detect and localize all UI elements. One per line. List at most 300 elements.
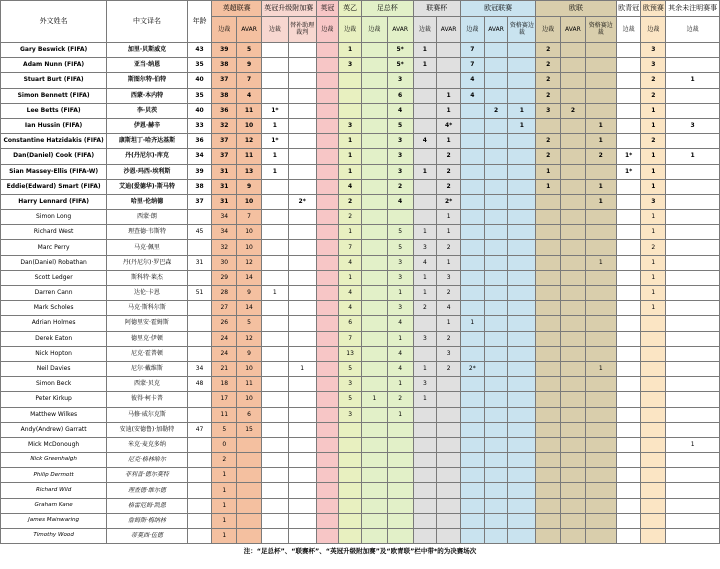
stat-cell <box>484 286 508 301</box>
stat-cell: 1* <box>616 149 641 164</box>
stat-cell <box>616 346 641 361</box>
stat-cell: 18 <box>212 377 237 392</box>
stat-cell: 21 <box>212 361 237 376</box>
stat-cell <box>585 422 616 437</box>
stat-cell <box>641 392 666 407</box>
stat-cell <box>536 513 561 528</box>
stat-cell <box>508 301 536 316</box>
stat-cell <box>561 453 586 468</box>
referee-age <box>187 437 212 452</box>
stat-cell: 31 <box>212 179 237 194</box>
stat-cell <box>437 498 461 513</box>
stat-cell: 4 <box>387 316 413 331</box>
header-euro-qualifiers: 欧预赛 <box>641 1 666 17</box>
stat-cell: 27 <box>212 301 237 316</box>
stat-cell: 1 <box>288 361 316 376</box>
stat-cell: 6 <box>237 407 262 422</box>
referee-chinese-name: 马克·斯科尔斯 <box>107 301 187 316</box>
stat-cell: 1 <box>437 103 461 118</box>
stat-cell <box>460 134 484 149</box>
table-row <box>1 270 720 285</box>
stat-cell: 1 <box>413 43 437 58</box>
stat-cell <box>616 392 641 407</box>
stat-cell <box>666 498 720 513</box>
stat-cell: 3 <box>387 255 413 270</box>
stat-cell <box>484 377 508 392</box>
stat-cell: 2 <box>536 73 561 88</box>
stat-cell <box>361 437 387 452</box>
stat-cell: 1 <box>585 194 616 209</box>
stat-cell: 1 <box>387 407 413 422</box>
stat-cell <box>536 118 561 133</box>
stat-cell: 37 <box>212 73 237 88</box>
stat-cell: 10 <box>237 225 262 240</box>
stat-cell <box>508 225 536 240</box>
stat-cell: 12 <box>237 134 262 149</box>
stat-cell: 1* <box>616 164 641 179</box>
stat-cell: 10 <box>237 194 262 209</box>
stat-cell <box>616 316 641 331</box>
stat-cell: 11 <box>237 149 262 164</box>
header-championship-playoff: 英冠升级附加赛 <box>261 1 316 17</box>
stat-cell: 2 <box>437 164 461 179</box>
header-foreign-name: 外文姓名 <box>1 1 107 43</box>
table-row <box>1 498 720 513</box>
stat-cell: 14 <box>237 270 262 285</box>
stat-cell: 31 <box>212 164 237 179</box>
stat-cell <box>460 346 484 361</box>
stat-cell <box>288 422 316 437</box>
stat-cell <box>460 483 484 498</box>
stat-cell: 2 <box>536 149 561 164</box>
stat-cell <box>585 103 616 118</box>
stat-cell <box>316 422 339 437</box>
stat-cell <box>585 88 616 103</box>
stat-cell <box>641 483 666 498</box>
referee-name: Derek Eaton <box>1 331 107 346</box>
stat-cell <box>361 377 387 392</box>
stat-cell <box>288 483 316 498</box>
stat-cell <box>288 134 316 149</box>
stat-cell <box>536 210 561 225</box>
stat-cell <box>641 529 666 544</box>
stat-cell <box>666 453 720 468</box>
stat-cell: 3 <box>437 270 461 285</box>
stat-cell <box>361 453 387 468</box>
stat-cell <box>616 286 641 301</box>
stat-cell: 4 <box>413 255 437 270</box>
stat-cell <box>585 73 616 88</box>
referee-chinese-name: 丹(丹尼尔)·罗巴森 <box>107 255 187 270</box>
stat-cell <box>561 392 586 407</box>
sub-cs-ref: 边裁 <box>261 17 288 43</box>
stat-cell: 1 <box>413 164 437 179</box>
table-row <box>1 43 720 58</box>
stat-cell <box>261 331 288 346</box>
referee-age: 48 <box>187 377 212 392</box>
stat-cell <box>460 270 484 285</box>
stat-cell <box>316 301 339 316</box>
referee-name: Simon Beck <box>1 377 107 392</box>
stat-cell: 34 <box>212 225 237 240</box>
stat-cell: 2 <box>437 331 461 346</box>
stat-cell <box>361 179 387 194</box>
stat-cell: 2 <box>339 210 362 225</box>
sub-sc-ref: 边裁 <box>616 17 641 43</box>
stat-cell: 3 <box>413 240 437 255</box>
stat-cell <box>508 498 536 513</box>
stat-cell: 1 <box>641 118 666 133</box>
stat-cell: 4 <box>387 346 413 361</box>
stat-cell <box>361 134 387 149</box>
stat-cell: 1 <box>387 286 413 301</box>
stat-cell: 5 <box>237 316 262 331</box>
stat-cell: 4 <box>387 194 413 209</box>
stat-cell <box>666 210 720 225</box>
stat-cell <box>460 149 484 164</box>
stat-cell: 10 <box>237 118 262 133</box>
stat-cell <box>261 301 288 316</box>
sub-uel-qual: 资格赛边裁 <box>585 17 616 43</box>
stat-cell <box>484 331 508 346</box>
stat-cell: 34 <box>212 210 237 225</box>
stat-cell <box>460 103 484 118</box>
stat-cell: 2 <box>536 43 561 58</box>
stat-cell <box>437 58 461 73</box>
stat-cell: 4 <box>413 134 437 149</box>
stat-cell <box>508 43 536 58</box>
header-chinese-name: 中文译名 <box>107 1 187 43</box>
stat-cell: 1 <box>460 316 484 331</box>
stat-cell <box>361 422 387 437</box>
stat-cell <box>361 58 387 73</box>
referee-name: Richard West <box>1 225 107 240</box>
stat-cell <box>616 240 641 255</box>
stat-cell: 3 <box>387 73 413 88</box>
stat-cell <box>616 453 641 468</box>
referee-chinese-name: 安迪(安德鲁)·加勒特 <box>107 422 187 437</box>
stat-cell <box>616 483 641 498</box>
stat-cell: 9 <box>237 286 262 301</box>
stat-cell <box>508 134 536 149</box>
stat-cell: 1 <box>641 149 666 164</box>
referee-name: Stuart Burt (FIFA) <box>1 73 107 88</box>
stat-cell: 1 <box>413 392 437 407</box>
stat-cell <box>437 468 461 483</box>
stat-cell <box>316 43 339 58</box>
stat-cell <box>316 164 339 179</box>
stat-cell <box>361 194 387 209</box>
stat-cell <box>339 453 362 468</box>
referee-name: Gary Beswick (FIFA) <box>1 43 107 58</box>
stat-cell <box>616 73 641 88</box>
stat-cell: 2 <box>437 361 461 376</box>
stat-cell <box>616 58 641 73</box>
stat-cell <box>361 286 387 301</box>
referee-age <box>187 346 212 361</box>
stat-cell <box>261 513 288 528</box>
stat-cell <box>616 255 641 270</box>
table-row <box>1 437 720 452</box>
referee-chinese-name: 理查德·维尔德 <box>107 483 187 498</box>
stat-cell <box>288 255 316 270</box>
stat-cell: 15 <box>237 422 262 437</box>
stat-cell <box>561 164 586 179</box>
table-row <box>1 422 720 437</box>
stat-cell <box>666 422 720 437</box>
stat-cell: 1 <box>413 361 437 376</box>
stat-cell <box>237 437 262 452</box>
stat-cell: 1 <box>339 270 362 285</box>
stat-cell: 3 <box>387 149 413 164</box>
stat-cell <box>484 468 508 483</box>
stat-cell: 37 <box>212 134 237 149</box>
stat-cell <box>484 164 508 179</box>
stat-cell <box>361 483 387 498</box>
stat-cell <box>387 437 413 452</box>
stat-cell <box>585 407 616 422</box>
stat-cell <box>288 437 316 452</box>
stat-cell <box>666 134 720 149</box>
table-body <box>1 43 720 544</box>
stat-cell <box>561 149 586 164</box>
stat-cell <box>316 361 339 376</box>
stat-cell <box>316 316 339 331</box>
stat-cell <box>508 513 536 528</box>
stat-cell <box>666 529 720 544</box>
stat-cell <box>361 210 387 225</box>
stat-cell <box>413 468 437 483</box>
stat-cell <box>641 331 666 346</box>
referee-age <box>187 392 212 407</box>
stat-cell: 2 <box>339 194 362 209</box>
stat-cell <box>561 468 586 483</box>
stat-cell <box>413 149 437 164</box>
stat-cell <box>585 513 616 528</box>
stat-cell <box>666 240 720 255</box>
stat-cell: 1 <box>387 377 413 392</box>
stat-cell <box>561 58 586 73</box>
stat-cell <box>484 483 508 498</box>
stat-cell: 3 <box>387 270 413 285</box>
stat-cell: 1 <box>212 529 237 544</box>
referee-age <box>187 483 212 498</box>
referee-name: Scott Ledger <box>1 270 107 285</box>
referee-chinese-name: 斯科特·莱杰 <box>107 270 187 285</box>
stat-cell <box>413 437 437 452</box>
referee-name: Marc Perry <box>1 240 107 255</box>
stat-cell <box>508 392 536 407</box>
stat-cell: 1 <box>437 225 461 240</box>
stat-cell <box>413 103 437 118</box>
stat-cell <box>616 407 641 422</box>
stat-cell <box>484 134 508 149</box>
stat-cell <box>484 453 508 468</box>
stat-cell <box>484 407 508 422</box>
stat-cell: 1 <box>413 286 437 301</box>
stat-cell <box>561 316 586 331</box>
sub-ucl-avar: AVAR <box>484 17 508 43</box>
table-row <box>1 513 720 528</box>
table-row <box>1 361 720 376</box>
stat-cell <box>288 118 316 133</box>
stat-cell: 7 <box>237 210 262 225</box>
stat-cell <box>585 210 616 225</box>
stat-cell <box>437 437 461 452</box>
stat-cell <box>387 483 413 498</box>
stat-cell: 36 <box>212 103 237 118</box>
stat-cell <box>561 331 586 346</box>
stat-cell <box>261 529 288 544</box>
referee-age: 43 <box>187 43 212 58</box>
stat-cell <box>616 210 641 225</box>
stat-cell: 14 <box>237 301 262 316</box>
sub-uel-ref: 边裁 <box>536 17 561 43</box>
stat-cell <box>460 392 484 407</box>
stat-cell: 7 <box>237 73 262 88</box>
stat-cell: 1 <box>339 164 362 179</box>
stat-cell <box>460 468 484 483</box>
stat-cell: 7 <box>339 331 362 346</box>
referee-age <box>187 240 212 255</box>
stat-cell <box>508 286 536 301</box>
stat-cell: 32 <box>212 240 237 255</box>
table-row <box>1 346 720 361</box>
stat-cell <box>666 286 720 301</box>
stat-cell <box>413 118 437 133</box>
referee-name: James Mainwaring <box>1 513 107 528</box>
stat-cell <box>413 529 437 544</box>
stat-cell <box>536 483 561 498</box>
referee-age: 38 <box>187 179 212 194</box>
stat-cell: 4* <box>437 118 461 133</box>
stat-cell: 13 <box>339 346 362 361</box>
stat-cell <box>460 377 484 392</box>
stat-cell: 10 <box>237 392 262 407</box>
stat-cell <box>237 529 262 544</box>
stat-cell: 11 <box>212 407 237 422</box>
table-row <box>1 88 720 103</box>
stat-cell <box>316 118 339 133</box>
stat-cell <box>261 225 288 240</box>
stat-cell <box>666 225 720 240</box>
stat-cell <box>508 468 536 483</box>
stat-cell <box>413 407 437 422</box>
stat-cell: 4 <box>339 301 362 316</box>
stat-cell <box>508 453 536 468</box>
referee-chinese-name: 蒂莫西·伍德 <box>107 529 187 544</box>
stat-cell: 1 <box>641 210 666 225</box>
stat-cell <box>460 301 484 316</box>
stat-cell <box>316 392 339 407</box>
stat-cell <box>460 118 484 133</box>
stat-cell <box>237 498 262 513</box>
stat-cell <box>585 331 616 346</box>
stat-cell <box>585 270 616 285</box>
stat-cell: 13 <box>237 164 262 179</box>
stat-cell <box>666 179 720 194</box>
stat-cell <box>288 392 316 407</box>
referee-chinese-name: 马修·威尔克斯 <box>107 407 187 422</box>
stat-cell <box>288 225 316 240</box>
stat-cell <box>561 346 586 361</box>
stat-cell: 2 <box>585 149 616 164</box>
stat-cell <box>508 58 536 73</box>
stat-cell: 1 <box>585 179 616 194</box>
referee-age <box>187 316 212 331</box>
stat-cell <box>561 240 586 255</box>
stat-cell <box>561 118 586 133</box>
stat-cell <box>616 422 641 437</box>
stat-cell <box>361 407 387 422</box>
stat-cell: 29 <box>212 270 237 285</box>
stat-cell: 5 <box>387 225 413 240</box>
stat-cell: 1 <box>437 316 461 331</box>
stat-cell <box>666 301 720 316</box>
stat-cell <box>561 88 586 103</box>
stat-cell: 4 <box>460 73 484 88</box>
stat-cell <box>361 240 387 255</box>
table-row <box>1 453 720 468</box>
stat-cell: 3 <box>339 118 362 133</box>
stat-cell <box>484 88 508 103</box>
stat-cell <box>288 529 316 544</box>
stat-cell <box>585 286 616 301</box>
stat-cell <box>288 377 316 392</box>
stat-cell: 3 <box>641 194 666 209</box>
referee-age: 40 <box>187 103 212 118</box>
stat-cell <box>585 392 616 407</box>
stat-cell: 1 <box>261 164 288 179</box>
stat-cell <box>616 118 641 133</box>
table-row <box>1 179 720 194</box>
referee-name: Simon Long <box>1 210 107 225</box>
stat-cell <box>413 73 437 88</box>
stat-cell <box>616 529 641 544</box>
stat-cell: 30 <box>212 255 237 270</box>
stat-cell <box>437 392 461 407</box>
referee-age: 36 <box>187 134 212 149</box>
stat-cell <box>508 483 536 498</box>
stat-cell: 1 <box>585 118 616 133</box>
stat-cell <box>387 529 413 544</box>
stat-cell: 1* <box>261 134 288 149</box>
stat-cell <box>561 270 586 285</box>
stat-cell <box>508 164 536 179</box>
stat-cell <box>561 422 586 437</box>
stat-cell <box>484 210 508 225</box>
referee-name: Adam Nunn (FIFA) <box>1 58 107 73</box>
referee-chinese-name: 德里克·伊顿 <box>107 331 187 346</box>
stat-cell <box>288 270 316 285</box>
stat-cell <box>261 392 288 407</box>
table-row <box>1 529 720 544</box>
stat-cell <box>237 483 262 498</box>
table-row <box>1 286 720 301</box>
stat-cell <box>339 513 362 528</box>
stat-cell <box>413 483 437 498</box>
stat-cell: 1 <box>437 134 461 149</box>
stat-cell <box>316 286 339 301</box>
stat-cell: 3 <box>536 103 561 118</box>
stat-cell: 1 <box>261 286 288 301</box>
referee-age: 51 <box>187 286 212 301</box>
stat-cell <box>666 468 720 483</box>
stat-cell: 1 <box>585 134 616 149</box>
stat-cell <box>641 468 666 483</box>
stat-cell <box>484 179 508 194</box>
header-championship: 英冠 <box>316 1 339 17</box>
